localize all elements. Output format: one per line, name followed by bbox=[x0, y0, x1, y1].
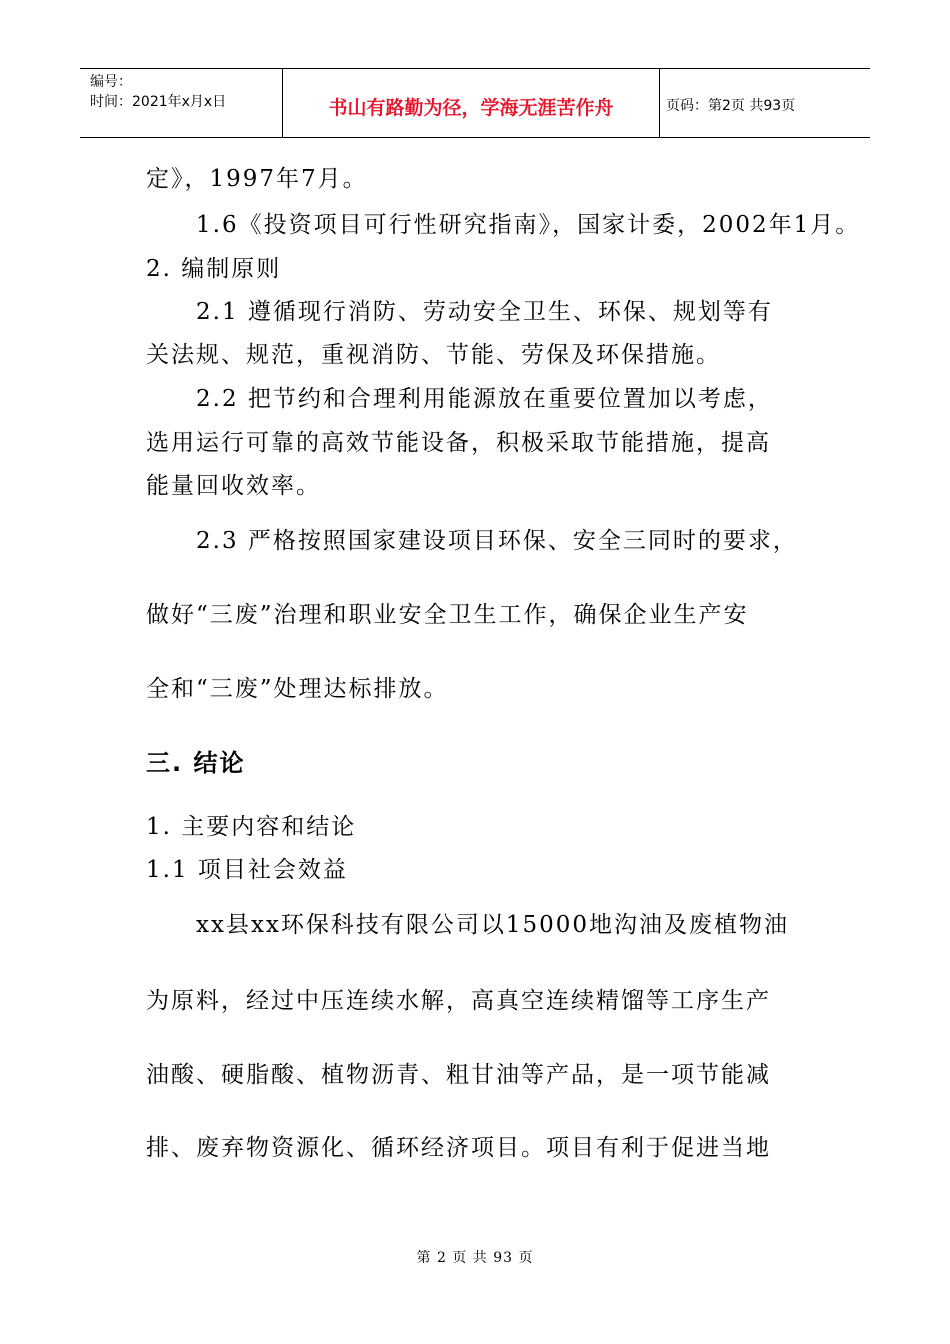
body-line: xx县xx环保科技有限公司以15000地沟油及废植物油 bbox=[196, 912, 790, 938]
body-line: 1. 主要内容和结论 bbox=[146, 814, 357, 840]
body-line: 2.2 把节约和合理利用能源放在重要位置加以考虑， bbox=[196, 386, 773, 412]
section-title: 三. 结论 bbox=[146, 749, 246, 777]
body-line: 油酸、硬脂酸、植物沥青、粗甘油等产品，是一项节能减 bbox=[146, 1062, 771, 1088]
header-meta bbox=[80, 69, 282, 137]
body-line: 2.1 遵循现行消防、劳动安全卫生、环保、规划等有 bbox=[196, 299, 773, 325]
page-header bbox=[80, 68, 870, 138]
body-line: 2.3 严格按照国家建设项目环保、安全三同时的要求， bbox=[196, 528, 798, 554]
body-line: 为原料，经过中压连续水解，高真空连续精馏等工序生产 bbox=[146, 988, 771, 1014]
body-line: 1.1 项目社会效益 bbox=[146, 857, 348, 883]
body-line: 做好“三废”治理和职业安全卫生工作，确保企业生产安 bbox=[146, 602, 749, 628]
body-line: 排、废弃物资源化、循环经济项目。项目有利于促进当地 bbox=[146, 1135, 771, 1161]
body-line: 2. 编制原则 bbox=[146, 256, 282, 282]
body-line: 1.6《投资项目可行性研究指南》，国家计委，2002年1月。 bbox=[196, 212, 861, 238]
body-line: 关法规、规范，重视消防、节能、劳保及环保措施。 bbox=[146, 342, 721, 368]
header-motto: 书山有路勤为径，学海无涯苦作舟 bbox=[328, 97, 614, 119]
document-time-label: 时间：2021年x月x日 bbox=[90, 94, 227, 110]
body-line: 选用运行可靠的高效节能设备，积极采取节能措施，提高 bbox=[146, 430, 771, 456]
body-line: 全和“三废”处理达标排放。 bbox=[146, 676, 449, 702]
header-page-info: 页码：第2页 共93页 bbox=[666, 98, 796, 114]
document-number-label: 编号： bbox=[90, 74, 132, 90]
header-motto-cell bbox=[282, 69, 660, 137]
header-page-cell bbox=[659, 69, 870, 137]
body-line: 定》，1997年7月。 bbox=[146, 166, 368, 192]
body-line: 能量回收效率。 bbox=[146, 473, 321, 499]
page-footer: 第 2 页 共 93 页 bbox=[416, 1250, 534, 1266]
